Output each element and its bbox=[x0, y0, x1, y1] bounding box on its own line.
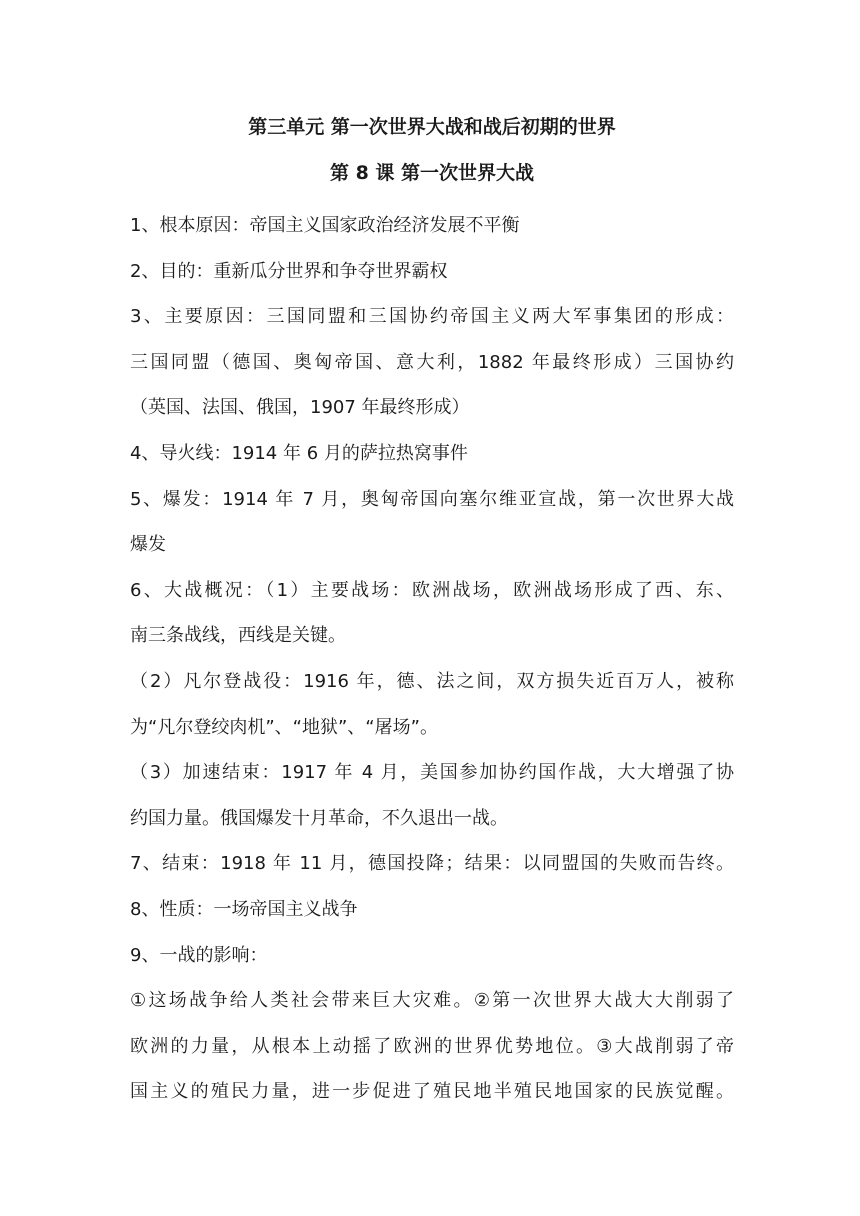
text-line: 5、爆发：1914 年 7 月，奥匈帝国向塞尔维亚宣战，第一次世界大战 bbox=[130, 488, 734, 510]
text-line: 国主义的殖民力量，进一步促进了殖民地半殖民地国家的民族觉醒。 bbox=[130, 1081, 734, 1103]
text-line: 2、目的：重新瓜分世界和争夺世界霸权 bbox=[130, 260, 448, 282]
text-line: 欧洲的力量，从根本上动摇了欧洲的世界优势地位。③大战削弱了帝 bbox=[130, 1035, 734, 1057]
text-line: 8、性质：一场帝国主义战争 bbox=[130, 898, 358, 920]
text-line: （2）凡尔登战役：1916 年，德、法之间，双方损失近百万人，被称 bbox=[130, 670, 734, 692]
text-line: 1、根本原因：帝国主义国家政治经济发展不平衡 bbox=[130, 215, 520, 236]
text-line: （英国、法国、俄国，1907 年最终形成） bbox=[130, 397, 470, 419]
text-line: ①这场战争给人类社会带来巨大灾难。②第一次世界大战大大削弱了 bbox=[130, 990, 734, 1012]
text-line: 9、一战的影响： bbox=[130, 944, 268, 966]
unit-title: 第三单元 第一次世界大战和战后初期的世界 bbox=[248, 116, 616, 138]
text-line: 南三条战线，西线是关键。 bbox=[130, 625, 346, 647]
text-line: 7、结束：1918 年 11 月，德国投降；结果：以同盟国的失败而告终。 bbox=[130, 853, 734, 875]
text-line: 约国力量。俄国爆发十月革命，不久退出一战。 bbox=[130, 807, 508, 829]
document-content bbox=[130, 112, 734, 1115]
text-line: 6、大战概况：（1）主要战场：欧洲战场，欧洲战场形成了西、东、 bbox=[130, 579, 734, 601]
lesson-title: 第 8 课 第一次世界大战 bbox=[329, 162, 535, 184]
text-line: 3、主要原因：三国同盟和三国协约帝国主义两大军事集团的形成： bbox=[130, 306, 734, 328]
text-line: （3）加速结束：1917 年 4 月，美国参加协约国作战，大大增强了协 bbox=[130, 762, 734, 784]
text-line: 爆发 bbox=[130, 534, 166, 556]
text-line: 4、导火线：1914 年 6 月的萨拉热窝事件 bbox=[130, 442, 468, 464]
text-line: 三国同盟（德国、奥匈帝国、意大利，1882 年最终形成）三国协约 bbox=[130, 351, 734, 373]
lesson-body bbox=[130, 203, 734, 1115]
text-line: 为“凡尔登绞肉机”、“地狱”、“屠场”。 bbox=[130, 716, 438, 738]
